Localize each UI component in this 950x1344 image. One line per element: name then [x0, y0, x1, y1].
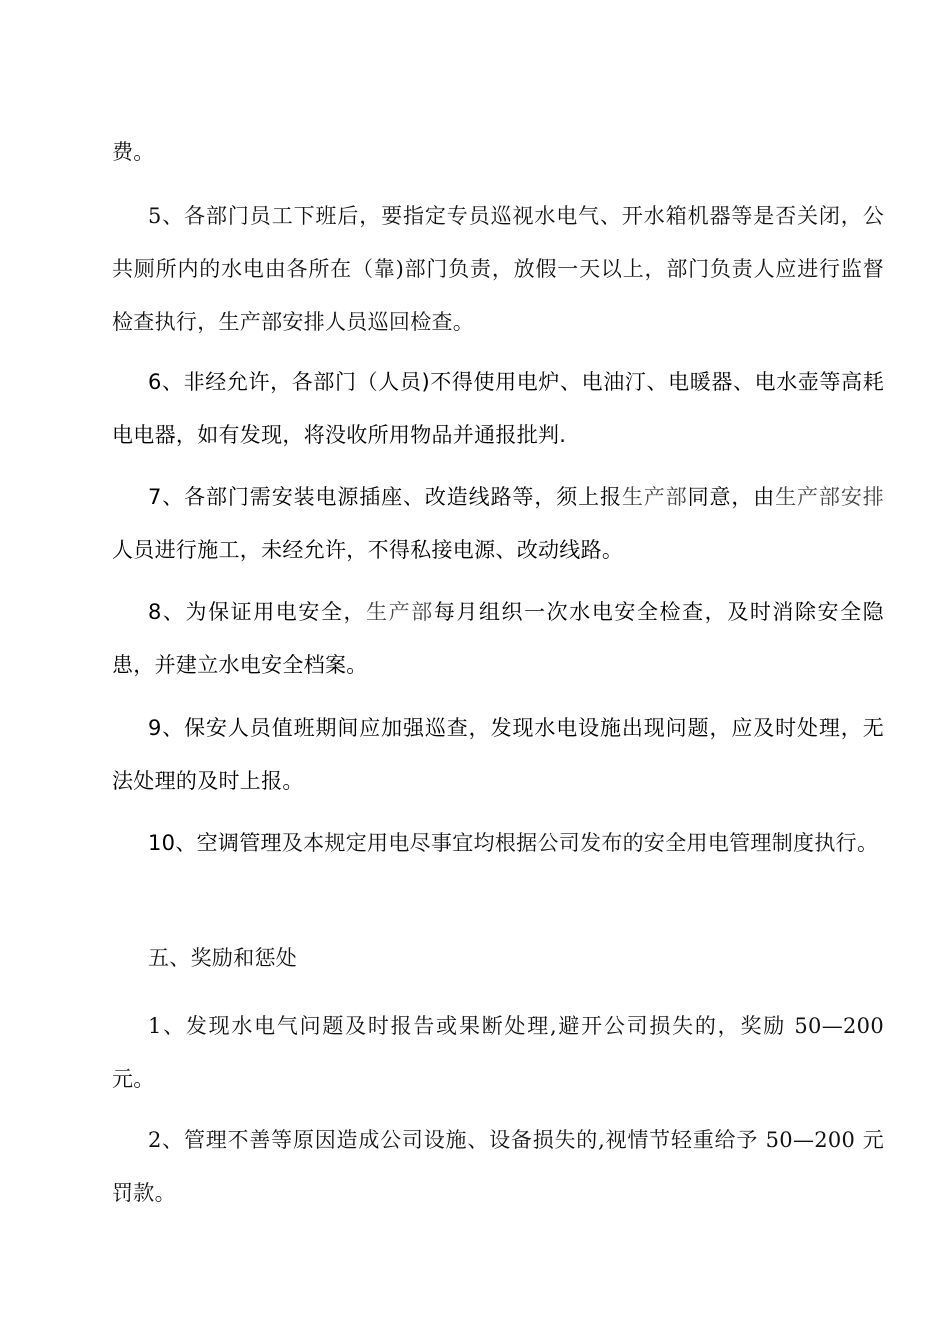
item-10-text-b: 及本规定用电尽事宜均根据公司发布的安全用电管理制度执行 [281, 831, 857, 855]
item-9-text-a: 9、保安人员值班期间应加强巡查，发现水电设施出现问题，应及时处理， [148, 716, 863, 740]
paragraph-item-10 [112, 817, 884, 870]
paragraph-item-8 [112, 586, 884, 692]
item-8-text-c: 每月组织一次水电安全检查，及时消除安全隐患，并建立水电安全档案。 [112, 600, 884, 677]
item-7-dept-b: 生产部安排 [775, 485, 885, 509]
paragraph-item-7 [112, 471, 884, 577]
item-10-text-c: 。 [856, 831, 879, 855]
paragraph-continuation: 费。 [112, 140, 155, 164]
item-7-dept-a: 生产部 [621, 485, 688, 509]
paragraph-item-5: 5、各部门员工下班后，要指定专员巡视水电气、开水箱机器等是否关闭，公共厕所内的水电由各所在（靠)部门负责，放假一天以上，部门负责人应进行监督检查执行，生产部安排人员巡回检查。 [112, 204, 884, 334]
item-8-dept: 生产部 [366, 600, 434, 624]
paragraph-penalty-2: 2、管理不善等原因造成公司设施、设备损失的,视情节轻重给予 50—200 元罚款。 [112, 1128, 884, 1205]
item-7-text-e: 人员进行施工，未经允许，不得私接电源、改动线路。 [112, 538, 624, 562]
paragraph-reward-1: 1、发现水电气问题及时报告或果断处理,避开公司损失的，奖励 50—200 元。 [112, 1014, 884, 1091]
paragraph-item-9 [112, 702, 884, 808]
item-10-text-a: 10、空调管理 [148, 831, 282, 855]
item-9-text-b: 无法处理的及时上报。 [112, 716, 884, 793]
paragraph-item-6: 6、非经允许，各部门（人员)不得使用电炉、电油汀、电暖器、电水壶等高耗电电器，如有发现，将没收所用物品并通报批判. [112, 370, 884, 447]
section-heading-rewards: 五、奖励和惩处 [148, 946, 298, 970]
item-8-text-a: 8、为保证用电安全， [148, 600, 367, 624]
item-7-text-a: 7、各部门需安装电源插座、改造线路等，须上报 [148, 485, 622, 509]
item-7-text-c: 同意，由 [687, 485, 776, 509]
